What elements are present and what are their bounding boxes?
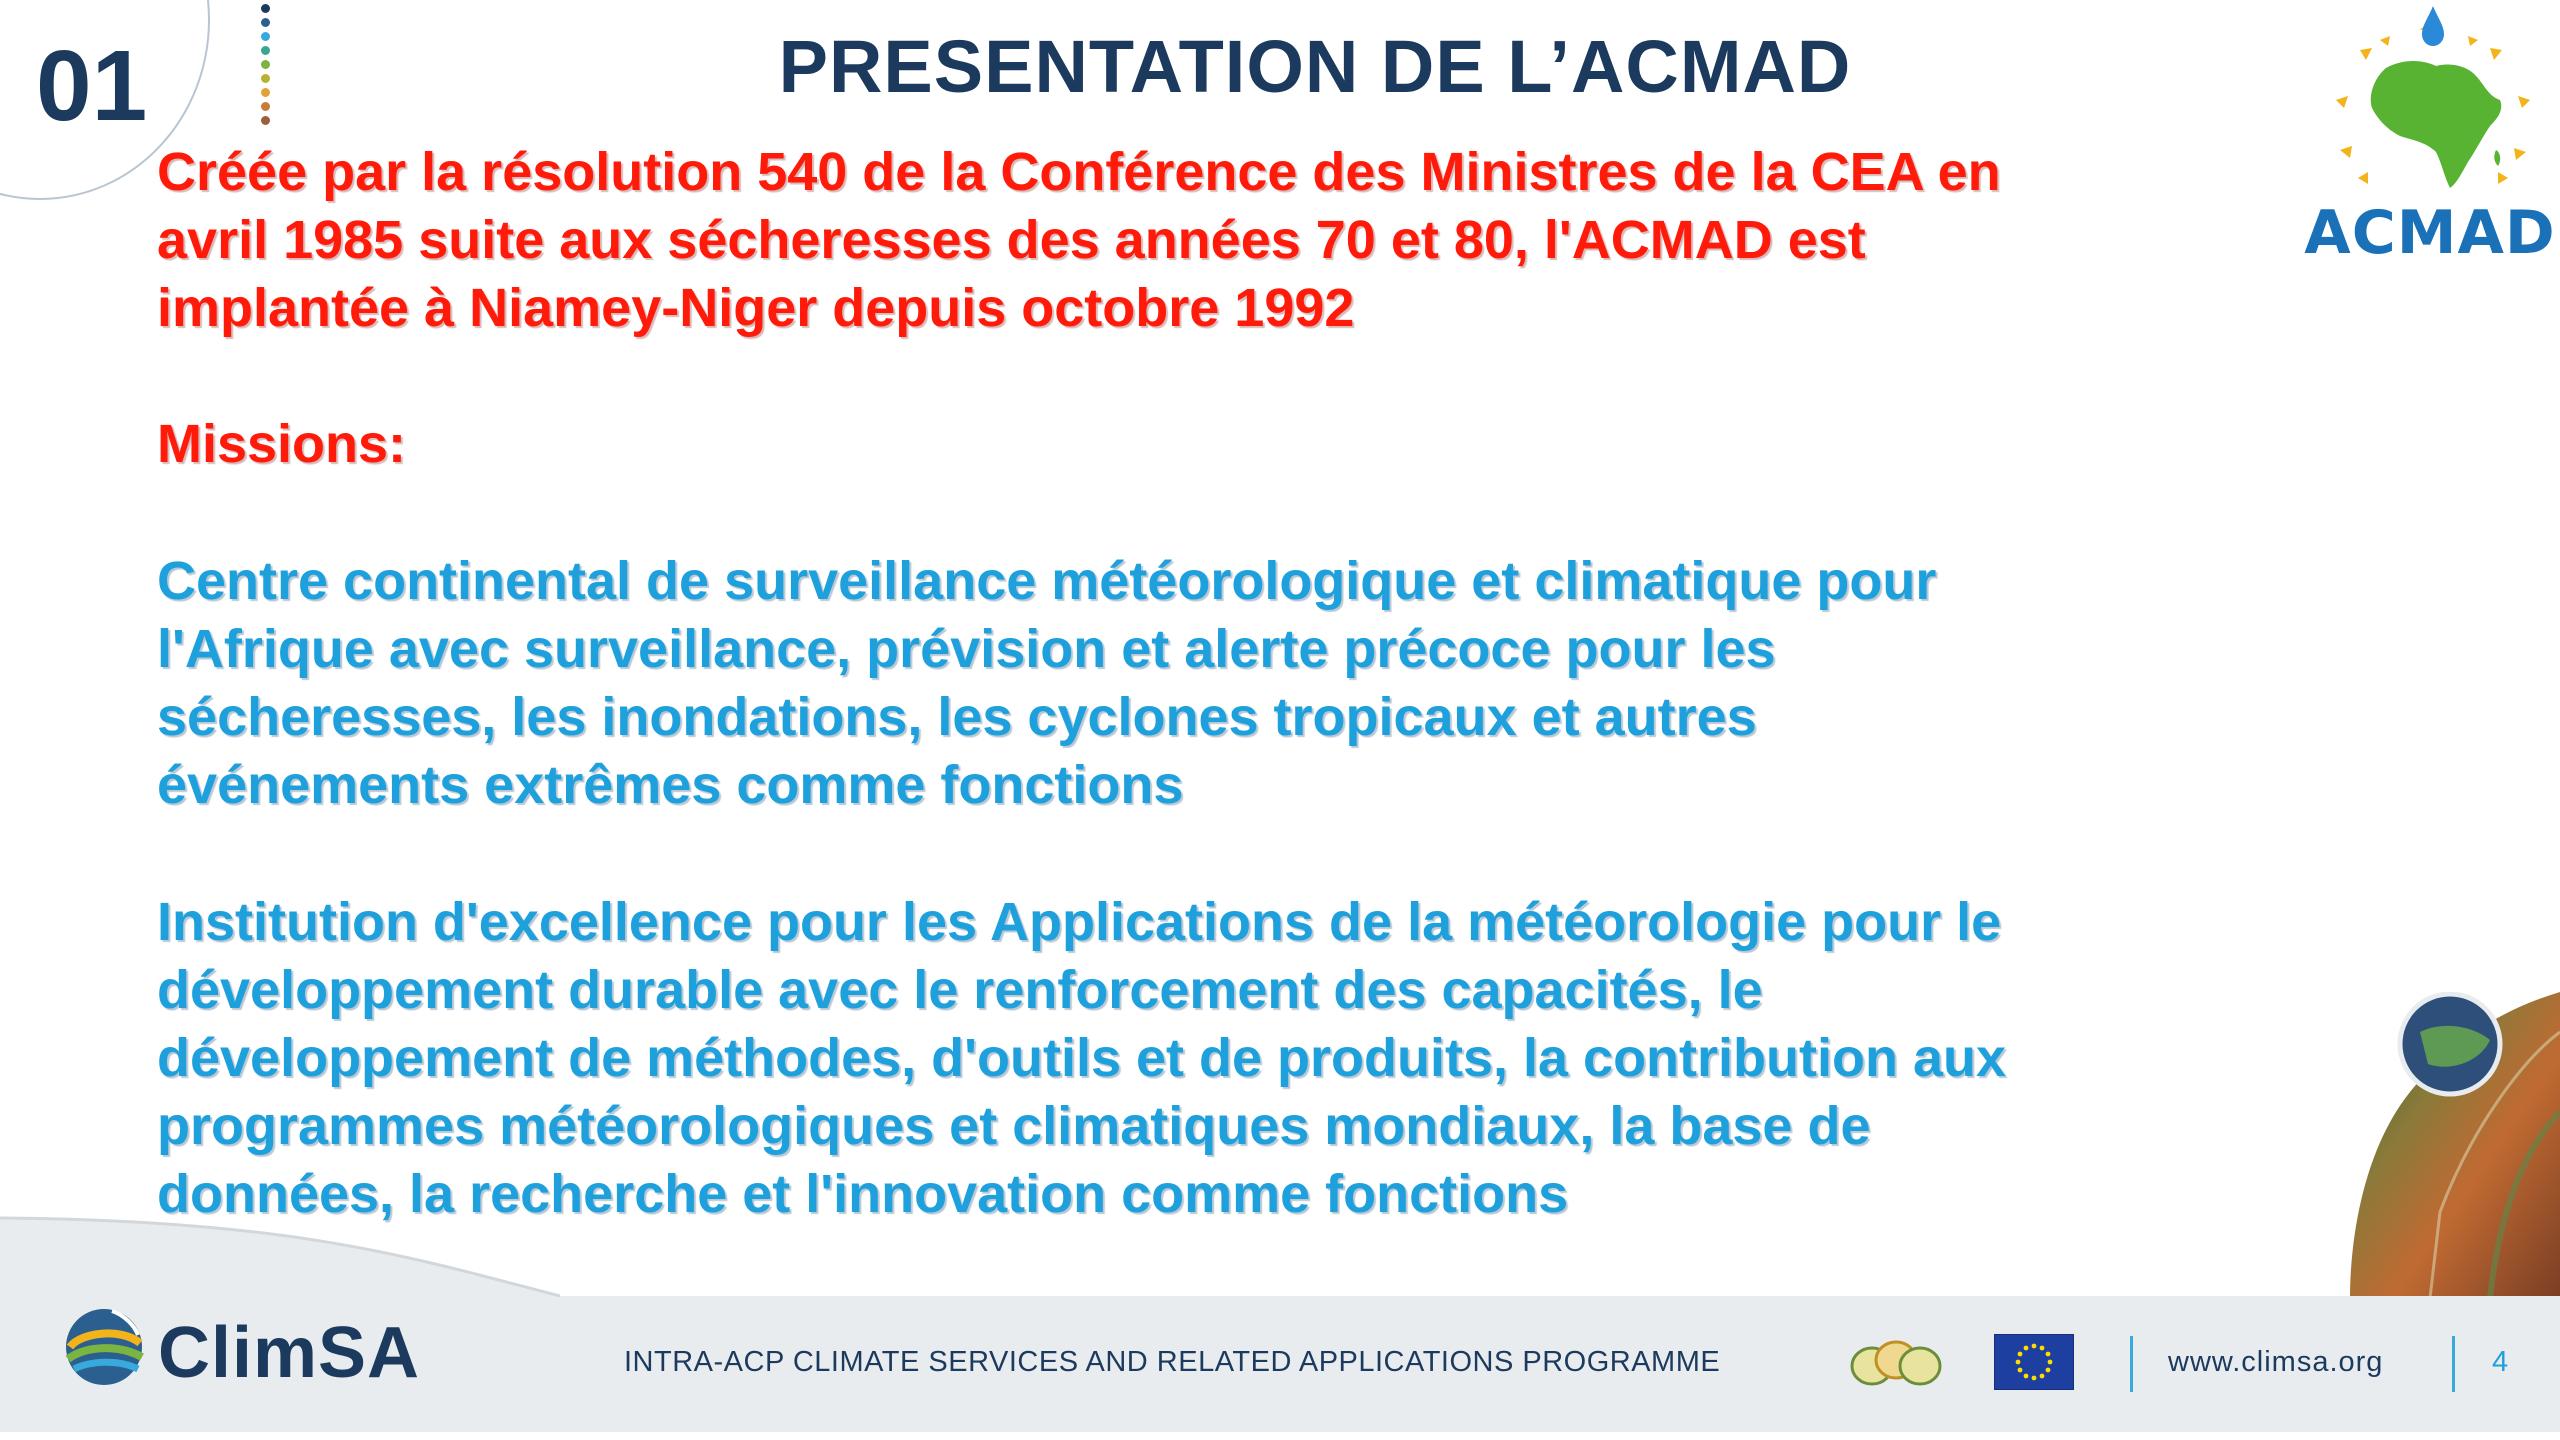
mission-2-line: développement durable avec le renforcement des capacités, le (157, 960, 1763, 1020)
mission-1-line: Centre continental de surveillance météorologique et climatique pour (157, 551, 1937, 611)
climsa-brand: ClimSA (158, 1313, 421, 1393)
mission-1-line: l'Afrique avec surveillance, prévision et alerte précoce pour les (157, 619, 1776, 679)
intro-line: Créée par la résolution 540 de la Conférence des Ministres de la CEA en (157, 142, 2001, 202)
acp-logo (1848, 1330, 1944, 1398)
mission-2-line: programmes météorologiques et climatiques mondiaux, la base de (157, 1096, 1871, 1156)
globe-icon (60, 1303, 148, 1391)
mission-1-line: événements extrêmes comme fonctions (157, 755, 1184, 815)
website-link[interactable]: www.climsa.org (2168, 1346, 2384, 1378)
footer-divider (2452, 1336, 2455, 1392)
mission-1-paragraph (157, 547, 1936, 819)
footer-bottom-strip (0, 1432, 2560, 1440)
mission-2-line: données, la recherche et l'innovation comme fonctions (157, 1164, 1569, 1224)
acmad-logo-text: ACMAD (2304, 198, 2556, 268)
section-number: 01 (36, 30, 148, 142)
missions-heading (157, 410, 406, 478)
mission-2-line: développement de méthodes, d'outils et de produits, la contribution aux (157, 1028, 2007, 1088)
mission-2-paragraph (157, 888, 2006, 1228)
footer-divider (2130, 1336, 2133, 1392)
mission-2-line: Institution d'excellence pour les Applications de la météorologie pour le (157, 892, 2002, 952)
mission-1-line: sécheresses, les inondations, les cyclones tropicaux et autres (157, 687, 1757, 747)
page-number: 4 (2492, 1346, 2509, 1378)
program-name: INTRA-ACP CLIMATE SERVICES AND RELATED APPLICATIONS PROGRAMME (624, 1346, 1721, 1378)
intro-paragraph (157, 138, 2001, 342)
page-title: PRESENTATION DE L’ACMAD (778, 25, 1852, 108)
intro-line: implantée à Niamey-Niger depuis octobre 1992 (157, 278, 1355, 338)
eu-stars-icon (1995, 1335, 2073, 1389)
eu-flag-icon (1994, 1334, 2074, 1390)
intro-line: avril 1985 suite aux sécheresses des années 70 et 80, l'ACMAD est (157, 210, 1866, 270)
missions-heading-text: Missions: (157, 414, 407, 474)
